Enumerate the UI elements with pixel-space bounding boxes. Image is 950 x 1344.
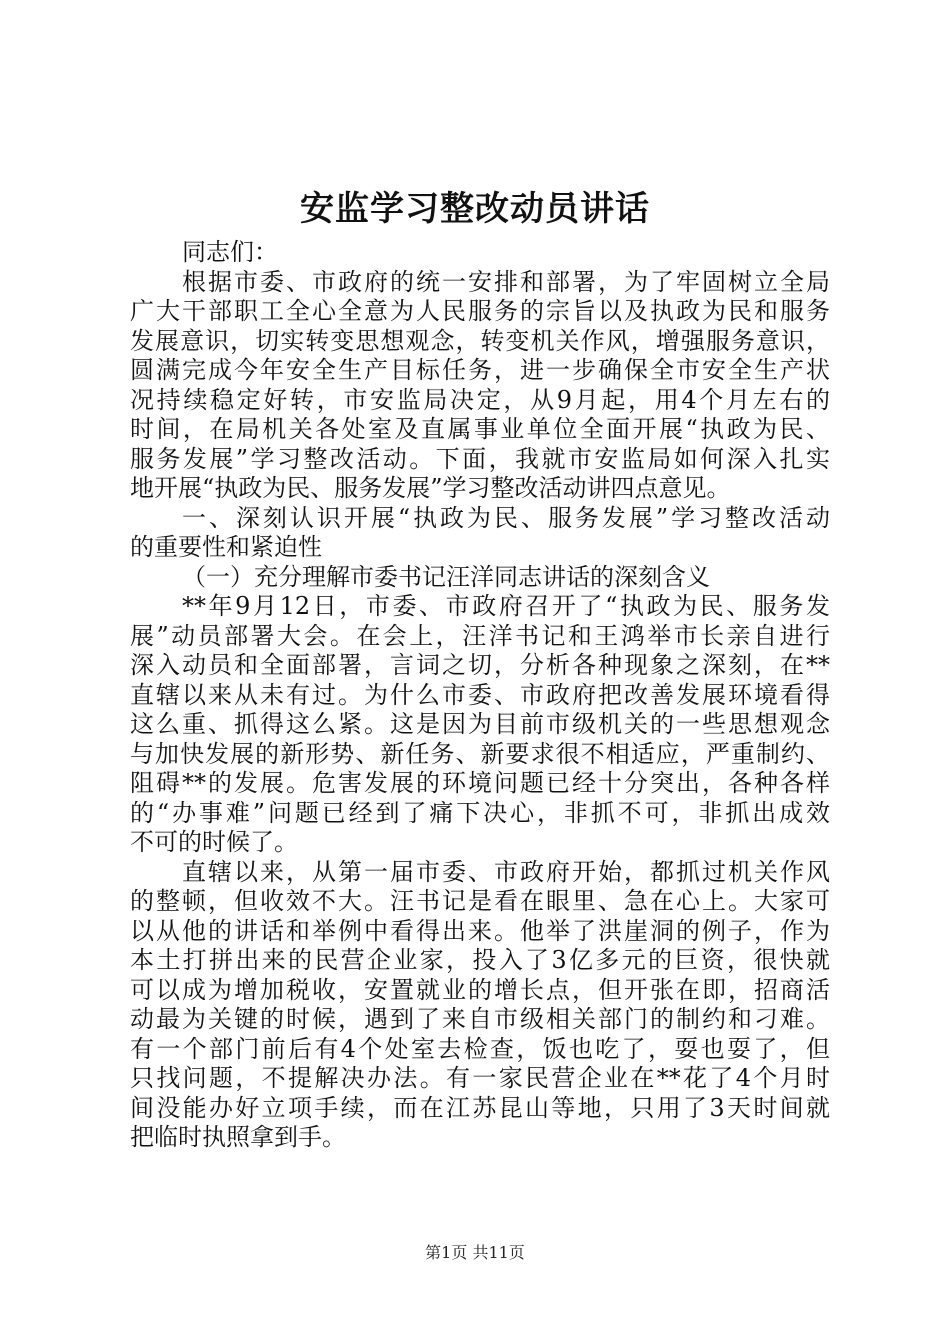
text-line: 这么重、抓得这么紧。这是因为目前市级机关的一些思想观念 bbox=[130, 710, 830, 738]
document-title: 安监学习整改动员讲话 bbox=[300, 189, 650, 229]
text-line: **年9月12日，市委、市政府召开了“执政为民、服务发 bbox=[182, 592, 830, 620]
text-line: 直辖以来从未有过。为什么市委、市政府把改善发展环境看得 bbox=[130, 680, 830, 709]
text-line: 有一个部门前后有4个处室去检查，饭也吃了，耍也耍了，但 bbox=[130, 1034, 830, 1063]
page-footer: 第1页 共11页 bbox=[425, 1243, 525, 1262]
text-line: 动最为关键的时候，遇到了来自市级相关部门的制约和刁难。 bbox=[130, 1005, 830, 1033]
text-line: 时间，在局机关各处室及直属事业单位全面开展“执政为民、 bbox=[130, 415, 830, 443]
text-line: 广大干部职工全心全意为人民服务的宗旨以及执政为民和服务 bbox=[130, 297, 830, 325]
text-line: 把临时执照拿到手。 bbox=[130, 1123, 346, 1151]
text-line: 发展意识，切实转变思想观念，转变机关作风，增强服务意识， bbox=[130, 326, 830, 355]
text-line: 服务发展”学习整改活动。下面，我就市安监局如何深入扎实 bbox=[130, 444, 830, 473]
text-line: 本土打拼出来的民营企业家，投入了3亿多元的巨资，很快就 bbox=[130, 946, 830, 974]
text-line: 展”动员部署大会。在会上，汪洋书记和王鸿举市长亲自进行 bbox=[130, 621, 830, 650]
document-body bbox=[130, 238, 830, 1153]
text-line: 根据市委、市政府的统一安排和部署，为了牢固树立全局 bbox=[182, 267, 830, 296]
text-line: （一）充分理解市委书记汪洋同志讲话的深刻含义 bbox=[182, 562, 710, 591]
text-line: 直辖以来，从第一届市委、市政府开始，都抓过机关作风 bbox=[182, 857, 830, 886]
text-line: 一、深刻认识开展“执政为民、服务发展”学习整改活动 bbox=[182, 503, 830, 532]
text-line: 间没能办好立项手续，而在江苏昆山等地，只用了3天时间就 bbox=[130, 1093, 830, 1122]
text-line: 与加快发展的新形势、新任务、新要求很不相适应，严重制约、 bbox=[130, 739, 830, 768]
text-line: 的“办事难”问题已经到了痛下决心，非抓不可，非抓出成效 bbox=[130, 798, 830, 827]
text-line: 可以成为增加税收，安置就业的增长点，但开张在即，招商活 bbox=[130, 975, 830, 1004]
text-line: 的整顿，但收效不大。汪书记是看在眼里、急在心上。大家可 bbox=[130, 887, 830, 915]
text-line: 阻碍**的发展。危害发展的环境问题已经十分突出，各种各样 bbox=[130, 769, 830, 797]
text-line: 况持续稳定好转，市安监局决定，从9月起，用4个月左右的 bbox=[130, 385, 830, 414]
text-line: 以从他的讲话和举例中看得出来。他举了洪崖洞的例子，作为 bbox=[130, 916, 830, 945]
text-line: 圆满完成今年安全生产目标任务，进一步确保全市安全生产状 bbox=[130, 356, 830, 384]
text-line: 同志们： bbox=[182, 238, 278, 266]
text-line: 不可的时候了。 bbox=[130, 828, 298, 856]
text-line: 的重要性和紧迫性 bbox=[130, 533, 322, 561]
text-line: 只找问题，不提解决办法。有一家民营企业在**花了4个月时 bbox=[130, 1064, 830, 1092]
text-line: 地开展“执政为民、服务发展”学习整改活动讲四点意见。 bbox=[130, 474, 731, 502]
text-line: 深入动员和全面部署，言词之切，分析各种现象之深刻，在** bbox=[130, 651, 830, 679]
